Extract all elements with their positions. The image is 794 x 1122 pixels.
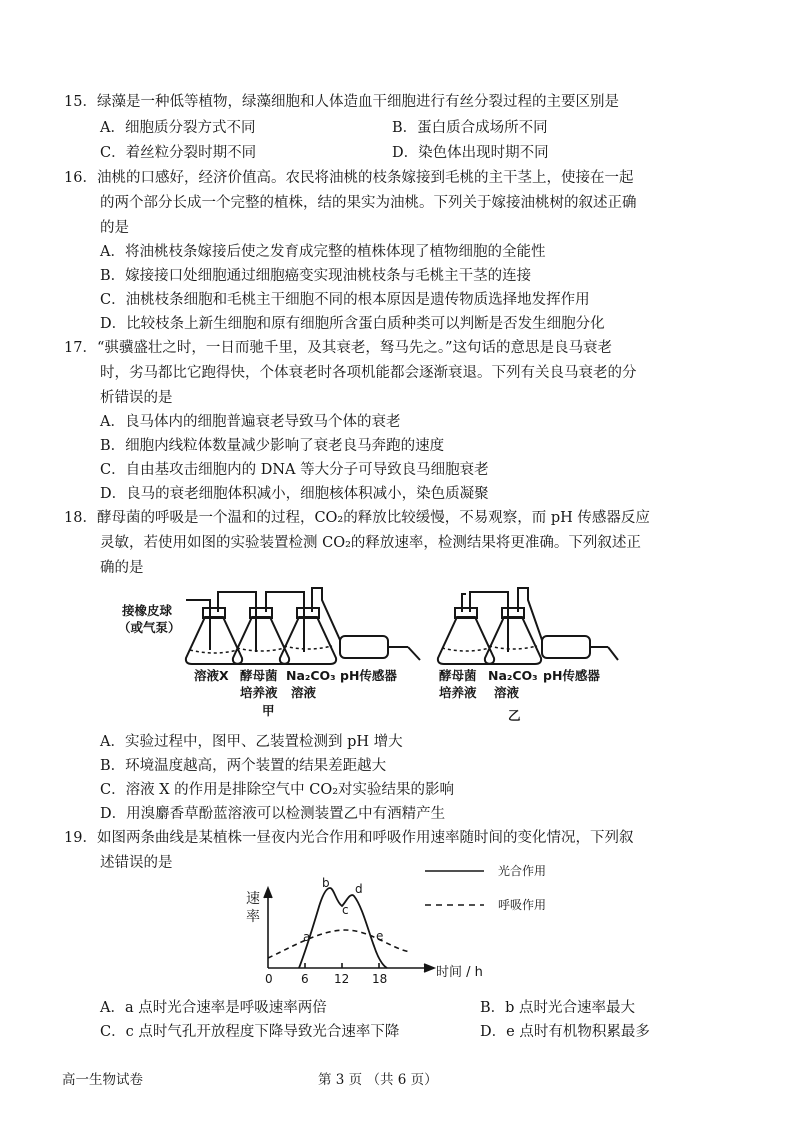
q17-option-b: B．细胞内线粒体数量减少影响了衰老良马奔跑的速度 xyxy=(100,438,445,454)
y-axis-label-1: 速 xyxy=(246,891,260,907)
yeast-label-2-jia: 培养液 xyxy=(240,685,278,700)
q16-stem-line3: 的是 xyxy=(100,220,129,236)
q16-stem-line2: 的两个部分长成一个完整的植株，结的果实为油桃。下列关于嫁接油桃树的叙述正确 xyxy=(100,195,637,211)
tick-18: 18 xyxy=(372,972,388,986)
q17-stem-line1: 17．“骐骥盛壮之时，一日而驰千里，及其衰老，驽马先之。”这句话的意思是良马衰老 xyxy=(64,340,613,356)
pump-label-2: （或气泵） xyxy=(118,620,181,635)
q15-option-b: B．蛋白质合成场所不同 xyxy=(392,120,548,136)
na2co3-label-jia: Na₂CO₃ xyxy=(286,668,336,683)
q16-option-a: A．将油桃枝条嫁接后使之发育成完整的植株体现了植物细胞的全能性 xyxy=(100,244,546,260)
q18-option-a: A．实验过程中，图甲、乙装置检测到 pH 增大 xyxy=(100,734,403,750)
ph-sensor-label-yi: pH传感器 xyxy=(543,668,600,683)
q16-option-d: D．比较枝条上新生细胞和原有细胞所含蛋白质种类可以判断是否发生细胞分化 xyxy=(100,316,605,332)
q19-stem-line2: 述错误的是 xyxy=(100,855,173,871)
legend-photosynthesis: 光合作用 xyxy=(498,864,547,878)
legend-respiration: 呼吸作用 xyxy=(498,898,547,912)
point-e: e xyxy=(376,929,384,943)
yeast-label-1-jia: 酵母菌 xyxy=(240,668,278,683)
q16-stem-line1: 16．油桃的口感好，经济价值高。农民将油桃的枝条嫁接到毛桃的主干茎上，使接在一起 xyxy=(64,170,634,186)
na2co3-solution-label-jia: 溶液 xyxy=(291,685,317,700)
x-axis-label: 时间 / h xyxy=(436,965,483,980)
q18-stem-line2: 灵敏，若使用如图的实验装置检测 CO₂的释放速率，检测结果将更准确。下列叙述正 xyxy=(100,535,641,551)
footer-page-number: 第 3 页 （共 6 页） xyxy=(318,1072,438,1088)
q17-option-c: C．自由基攻击细胞内的 DNA 等大分子可导致良马细胞衰老 xyxy=(100,462,489,478)
q19-option-d: D．e 点时有机物积累最多 xyxy=(480,1024,650,1040)
q17-stem-line2: 时，劣马都比它跑得快，个体衰老时各项机能都会逐渐衰退。下列有关良马衰老的分 xyxy=(100,365,637,381)
q18-option-b: B．环境温度越高，两个装置的结果差距越大 xyxy=(100,758,387,774)
q17-option-a: A．良马体内的细胞普遍衰老导致马个体的衰老 xyxy=(100,414,401,430)
tick-12: 12 xyxy=(334,972,350,986)
footer-exam-title: 高一生物试卷 xyxy=(62,1072,143,1088)
na2co3-solution-label-yi: 溶液 xyxy=(494,685,520,700)
q15-stem: 15．绿藻是一种低等植物，绿藻细胞和人体造血干细胞进行有丝分裂过程的主要区别是 xyxy=(64,94,619,110)
q17-option-d: D．良马的衰老细胞体积减小，细胞核体积减小，染色质凝聚 xyxy=(100,486,489,502)
point-c: c xyxy=(342,903,349,917)
point-d: d xyxy=(355,882,363,896)
q16-option-c: C．油桃枝条细胞和毛桃主干细胞不同的根本原因是遗传物质选择地发挥作用 xyxy=(100,292,590,308)
tick-6: 6 xyxy=(301,972,309,986)
apparatus-yi-label: 乙 xyxy=(508,708,521,723)
apparatus-jia-label: 甲 xyxy=(262,703,275,718)
q18-stem-line3: 确的是 xyxy=(100,560,144,576)
q15-option-a: A．细胞质分裂方式不同 xyxy=(100,120,256,136)
pump-label-1: 接橡皮球 xyxy=(122,603,173,618)
q15-option-d: D．染色体出现时期不同 xyxy=(392,145,549,161)
point-a: a xyxy=(303,930,311,944)
yeast-label-2-yi: 培养液 xyxy=(439,685,477,700)
ph-sensor-label-jia: pH传感器 xyxy=(340,668,397,683)
q18-stem-line1: 18．酵母菌的呼吸是一个温和的过程，CO₂的释放比较缓慢，不易观察，而 pH 传感器反应 xyxy=(64,510,650,526)
yeast-label-1-yi: 酵母菌 xyxy=(439,668,477,683)
q19-option-c: C．c 点时气孔开放程度下降导致光合速率下降 xyxy=(100,1024,400,1040)
q19-option-b: B．b 点时光合速率最大 xyxy=(480,1000,636,1016)
point-b: b xyxy=(322,876,330,890)
q18-option-c: C．溶液 X 的作用是排除空气中 CO₂对实验结果的影响 xyxy=(100,782,455,798)
q16-option-b: B．嫁接接口处细胞通过细胞癌变实现油桃枝条与毛桃主干茎的连接 xyxy=(100,268,532,284)
q17-stem-line3: 析错误的是 xyxy=(100,390,173,406)
q18-option-d: D．用溴麝香草酚蓝溶液可以检测装置乙中有酒精产生 xyxy=(100,806,446,822)
na2co3-label-yi: Na₂CO₃ xyxy=(488,668,538,683)
q19-stem-line1: 19．如图两条曲线是某植株一昼夜内光合作用和呼吸作用速率随时间的变化情况，下列叙 xyxy=(64,830,634,846)
y-axis-label-2: 率 xyxy=(246,909,260,925)
solution-x-label: 溶液X xyxy=(194,668,229,683)
q19-option-a: A．a 点时光合速率是呼吸速率两倍 xyxy=(100,1000,327,1016)
q15-option-c: C．着丝粒分裂时期不同 xyxy=(100,145,257,161)
tick-0: 0 xyxy=(265,972,273,986)
